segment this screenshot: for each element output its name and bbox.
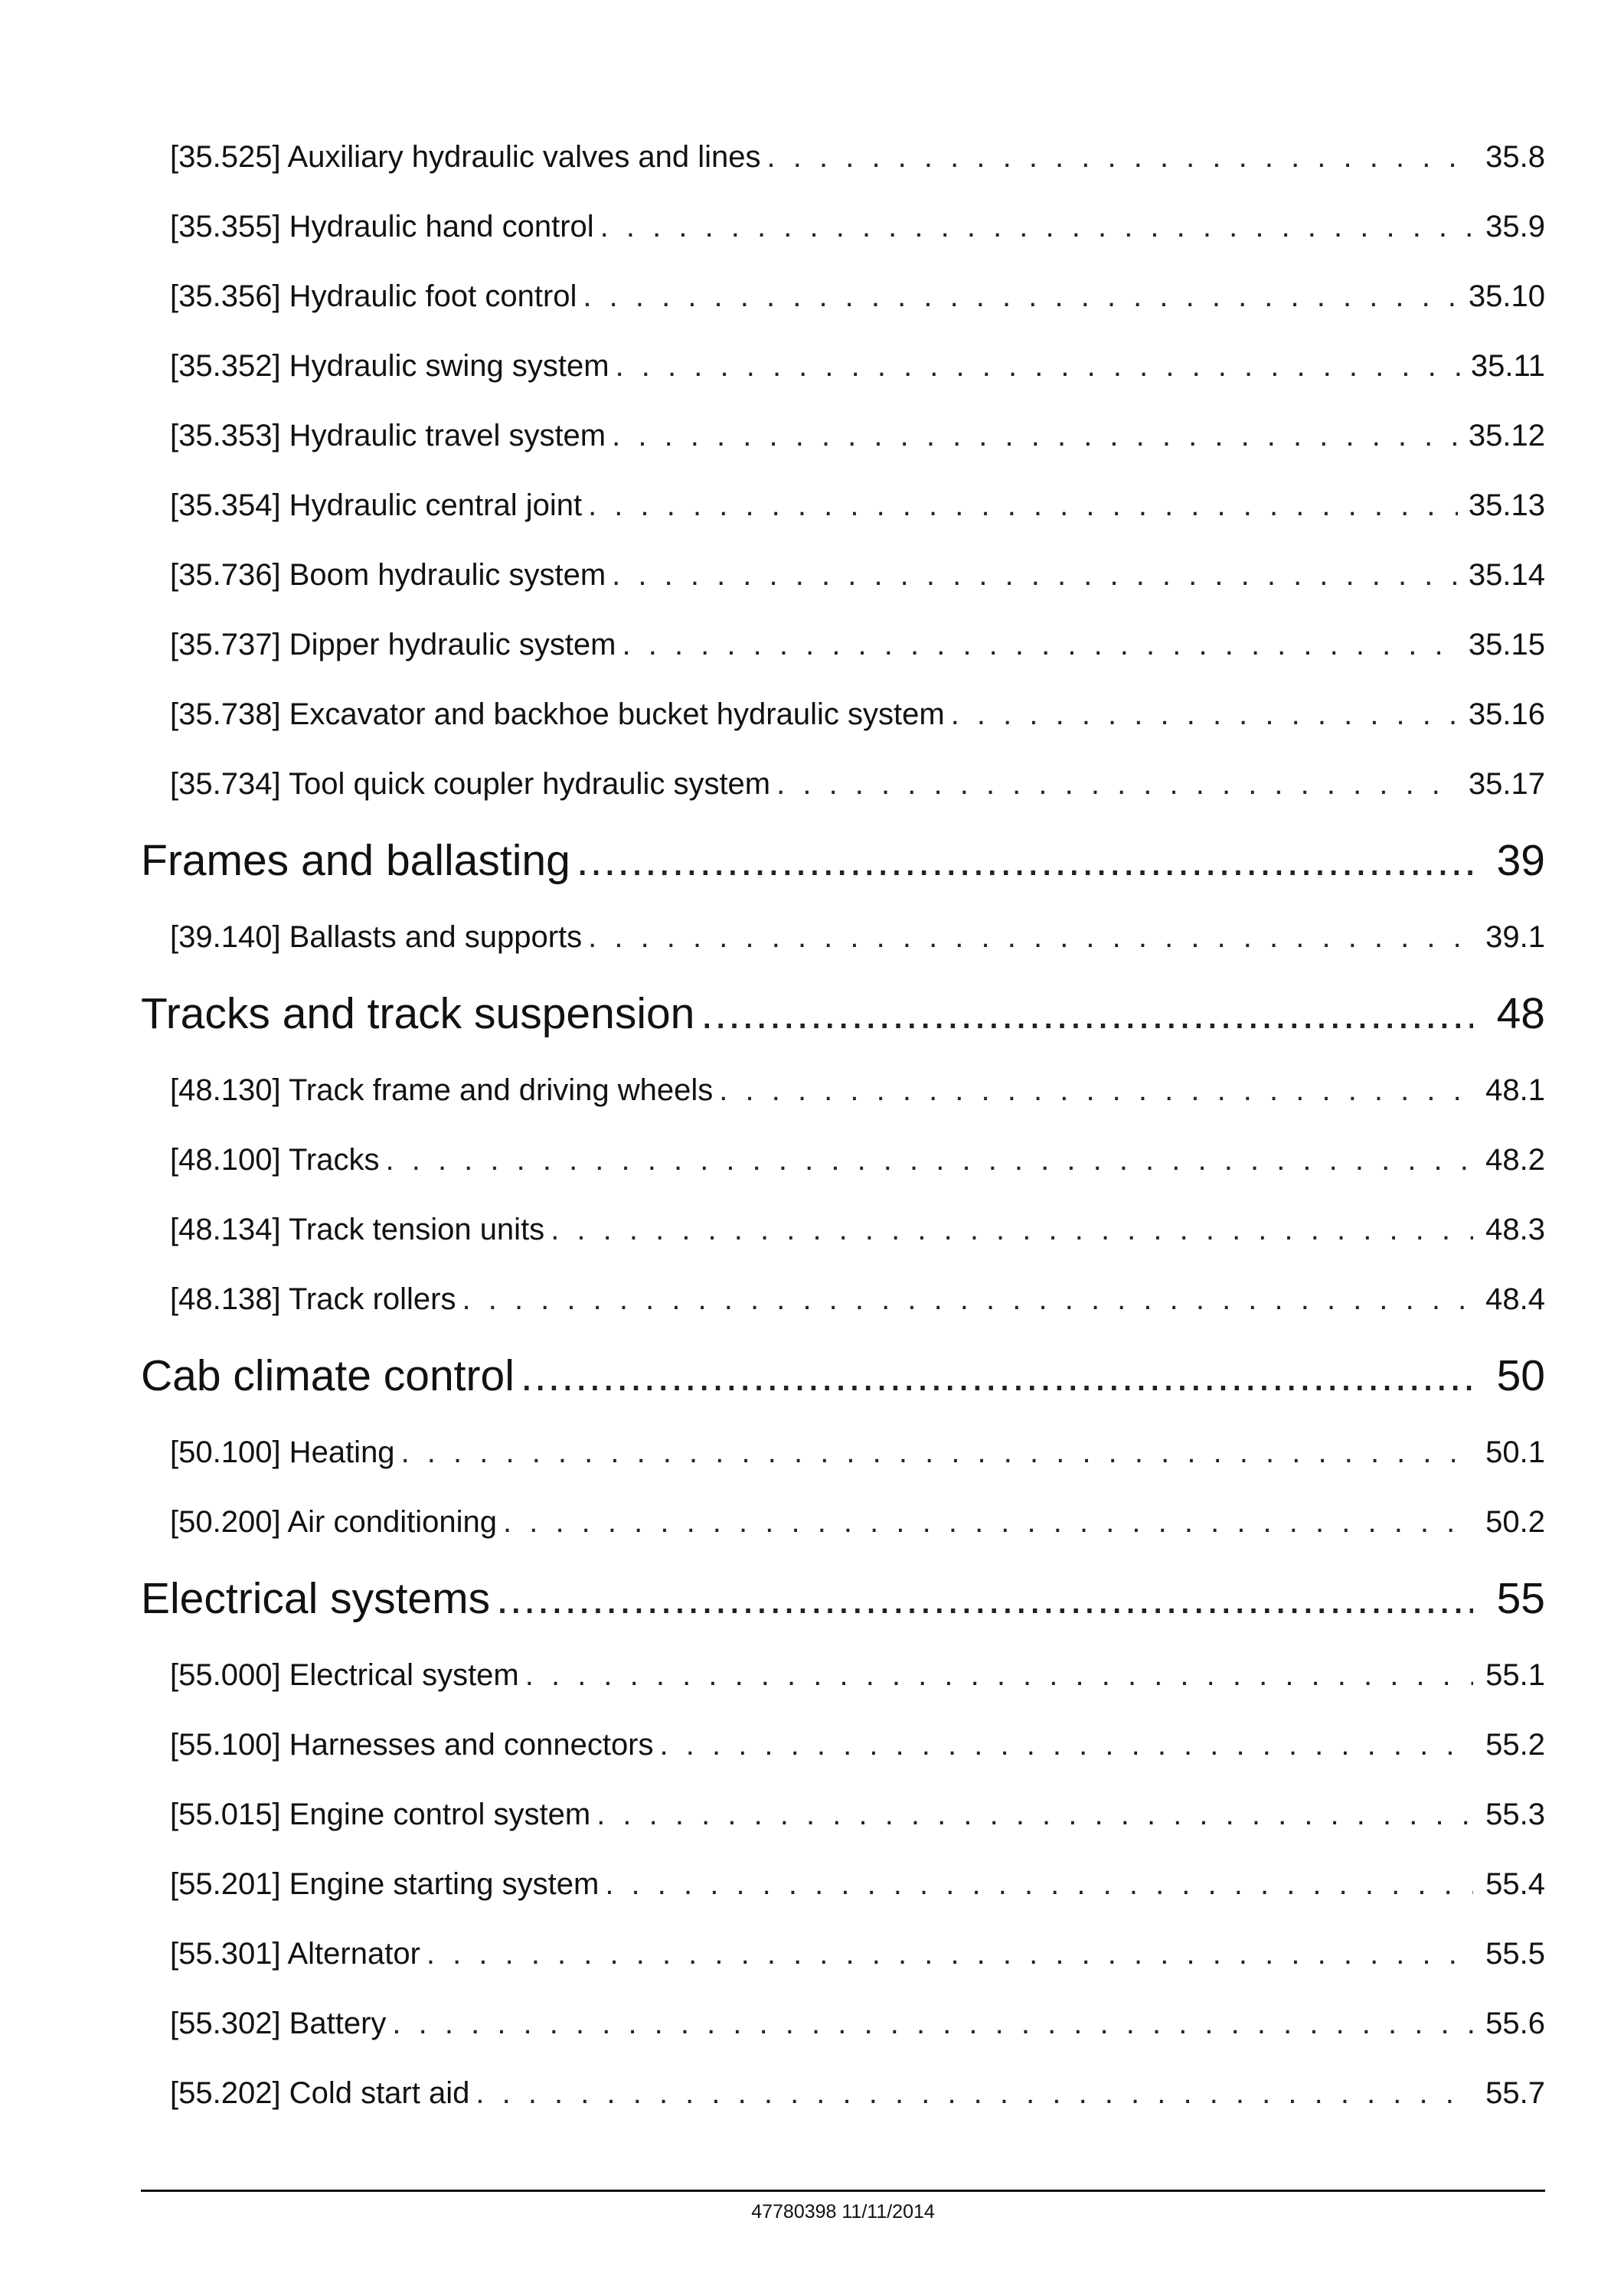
dot-leader — [596, 1780, 1473, 1850]
dot-leader — [588, 903, 1473, 972]
toc-entry-title: [55.100] Harnesses and connectors — [170, 1728, 654, 1762]
dot-leader — [612, 401, 1458, 471]
toc-page-number: 35.12 — [1468, 419, 1545, 452]
toc-page-number: 35.10 — [1468, 279, 1545, 313]
toc-page-number: 55.5 — [1485, 1937, 1545, 1971]
toc-page-number: 35.16 — [1468, 697, 1545, 731]
toc-entry[interactable] — [141, 680, 1545, 750]
toc-entry[interactable] — [141, 471, 1545, 541]
toc-entry-title: [35.353] Hydraulic travel system — [170, 419, 606, 452]
toc-page-number: 35.9 — [1485, 210, 1545, 243]
toc-entry[interactable] — [141, 122, 1545, 192]
dot-leader — [612, 541, 1458, 610]
toc-entry-title: [35.736] Boom hydraulic system — [170, 558, 606, 592]
toc-section-heading[interactable] — [141, 819, 1545, 903]
toc-page-number: 35.11 — [1470, 349, 1545, 383]
toc-entry-title: [55.202] Cold start aid — [170, 2076, 470, 2110]
toc-entry-title: [55.201] Engine starting system — [170, 1867, 600, 1901]
toc-entry-title: [55.302] Battery — [170, 2007, 387, 2040]
toc-entry[interactable] — [141, 1850, 1545, 1919]
dot-leader — [616, 331, 1460, 401]
toc-page-number: 55.3 — [1485, 1798, 1545, 1831]
toc-page-number: 48.1 — [1485, 1073, 1545, 1107]
dot-leader — [426, 1919, 1473, 1989]
toc-page-number: 50.2 — [1485, 1505, 1545, 1539]
toc-page-number: 48.3 — [1485, 1213, 1545, 1246]
footer-divider — [141, 2190, 1545, 2192]
toc-page-number: 48 — [1496, 989, 1545, 1038]
toc-page-number: 55 — [1496, 1574, 1545, 1623]
dot-leader — [551, 1195, 1473, 1265]
toc-page-number: 35.8 — [1485, 140, 1545, 174]
toc-page-number: 50 — [1496, 1351, 1545, 1400]
toc-entry-title: [35.738] Excavator and backhoe bucket hydraulic system — [170, 697, 945, 731]
toc-entry[interactable] — [141, 1195, 1545, 1265]
toc-entry-title: [50.100] Heating — [170, 1435, 395, 1469]
toc-page-number: 55.7 — [1485, 2076, 1545, 2110]
footer-document-id: 47780398 11/11/2014 — [751, 2201, 935, 2223]
toc-entry-title: [39.140] Ballasts and supports — [170, 920, 583, 954]
toc-page-number: 55.2 — [1485, 1728, 1545, 1762]
toc-entry[interactable] — [141, 1710, 1545, 1780]
toc-entry[interactable] — [141, 750, 1545, 819]
dot-leader — [701, 972, 1473, 1056]
toc-entry[interactable] — [141, 1989, 1545, 2059]
toc-section-title: Cab climate control — [141, 1351, 515, 1400]
toc-entry[interactable] — [141, 262, 1545, 331]
toc-entry-title: [50.200] Air conditioning — [170, 1505, 497, 1539]
table-of-contents — [141, 122, 1545, 2128]
toc-section-title: Tracks and track suspension — [141, 989, 695, 1038]
toc-entry-title: [55.301] Alternator — [170, 1937, 420, 1971]
dot-leader — [521, 1334, 1473, 1418]
toc-entry[interactable] — [141, 331, 1545, 401]
toc-entry[interactable] — [141, 1780, 1545, 1850]
toc-entry[interactable] — [141, 1056, 1545, 1125]
toc-entry[interactable] — [141, 541, 1545, 610]
toc-page-number: 55.4 — [1485, 1867, 1545, 1901]
toc-entry-title: [35.355] Hydraulic hand control — [170, 210, 594, 243]
dot-leader — [660, 1710, 1473, 1780]
toc-entry-title: [35.734] Tool quick coupler hydraulic system — [170, 767, 771, 801]
toc-entry[interactable] — [141, 610, 1545, 680]
dot-leader — [583, 262, 1457, 331]
toc-entry[interactable] — [141, 2059, 1545, 2128]
dot-leader — [622, 610, 1458, 680]
toc-entry[interactable] — [141, 1641, 1545, 1710]
toc-entry[interactable] — [141, 401, 1545, 471]
dot-leader — [719, 1056, 1473, 1125]
dot-leader — [600, 192, 1473, 262]
dot-leader — [475, 2059, 1473, 2128]
toc-page-number: 48.4 — [1485, 1282, 1545, 1316]
toc-section-heading[interactable] — [141, 972, 1545, 1056]
toc-page-number: 48.2 — [1485, 1143, 1545, 1177]
dot-leader — [392, 1989, 1473, 2059]
toc-entry-title: [35.352] Hydraulic swing system — [170, 349, 609, 383]
dot-leader — [401, 1418, 1473, 1488]
dot-leader — [776, 750, 1458, 819]
toc-entry-title: [48.130] Track frame and driving wheels — [170, 1073, 714, 1107]
toc-section-title: Frames and ballasting — [141, 836, 570, 885]
dot-leader — [951, 680, 1458, 750]
toc-page-number: 35.14 — [1468, 558, 1545, 592]
dot-leader — [577, 819, 1473, 903]
toc-section-heading[interactable] — [141, 1334, 1545, 1418]
toc-entry-title: [48.138] Track rollers — [170, 1282, 456, 1316]
toc-section-title: Electrical systems — [141, 1574, 491, 1623]
dot-leader — [767, 122, 1473, 192]
dot-leader — [525, 1641, 1473, 1710]
toc-entry[interactable] — [141, 903, 1545, 972]
dot-leader — [588, 471, 1458, 541]
toc-entry-title: [35.525] Auxiliary hydraulic valves and lines — [170, 140, 761, 174]
toc-page-number: 55.6 — [1485, 2007, 1545, 2040]
toc-entry-title: [48.134] Track tension units — [170, 1213, 545, 1246]
toc-page-number: 55.1 — [1485, 1658, 1545, 1692]
toc-entry[interactable] — [141, 1418, 1545, 1488]
toc-page-number: 50.1 — [1485, 1435, 1545, 1469]
toc-section-heading[interactable] — [141, 1557, 1545, 1641]
toc-entry[interactable] — [141, 1125, 1545, 1195]
toc-entry-title: [35.356] Hydraulic foot control — [170, 279, 577, 313]
dot-leader — [496, 1557, 1473, 1641]
toc-entry-title: [55.000] Electrical system — [170, 1658, 519, 1692]
dot-leader — [605, 1850, 1473, 1919]
dot-leader — [503, 1488, 1473, 1557]
toc-page-number: 35.17 — [1468, 767, 1545, 801]
toc-page-number: 35.15 — [1468, 628, 1545, 661]
toc-page-number: 39 — [1496, 836, 1545, 885]
toc-entry[interactable] — [141, 192, 1545, 262]
toc-entry[interactable] — [141, 1265, 1545, 1334]
dot-leader — [385, 1125, 1473, 1195]
toc-entry[interactable] — [141, 1919, 1545, 1989]
toc-page-number: 35.13 — [1468, 488, 1545, 522]
toc-entry-title: [35.354] Hydraulic central joint — [170, 488, 583, 522]
toc-entry-title: [48.100] Tracks — [170, 1143, 380, 1177]
toc-entry-title: [35.737] Dipper hydraulic system — [170, 628, 616, 661]
toc-entry-title: [55.015] Engine control system — [170, 1798, 591, 1831]
toc-page-number: 39.1 — [1485, 920, 1545, 954]
dot-leader — [462, 1265, 1474, 1334]
toc-entry[interactable] — [141, 1488, 1545, 1557]
